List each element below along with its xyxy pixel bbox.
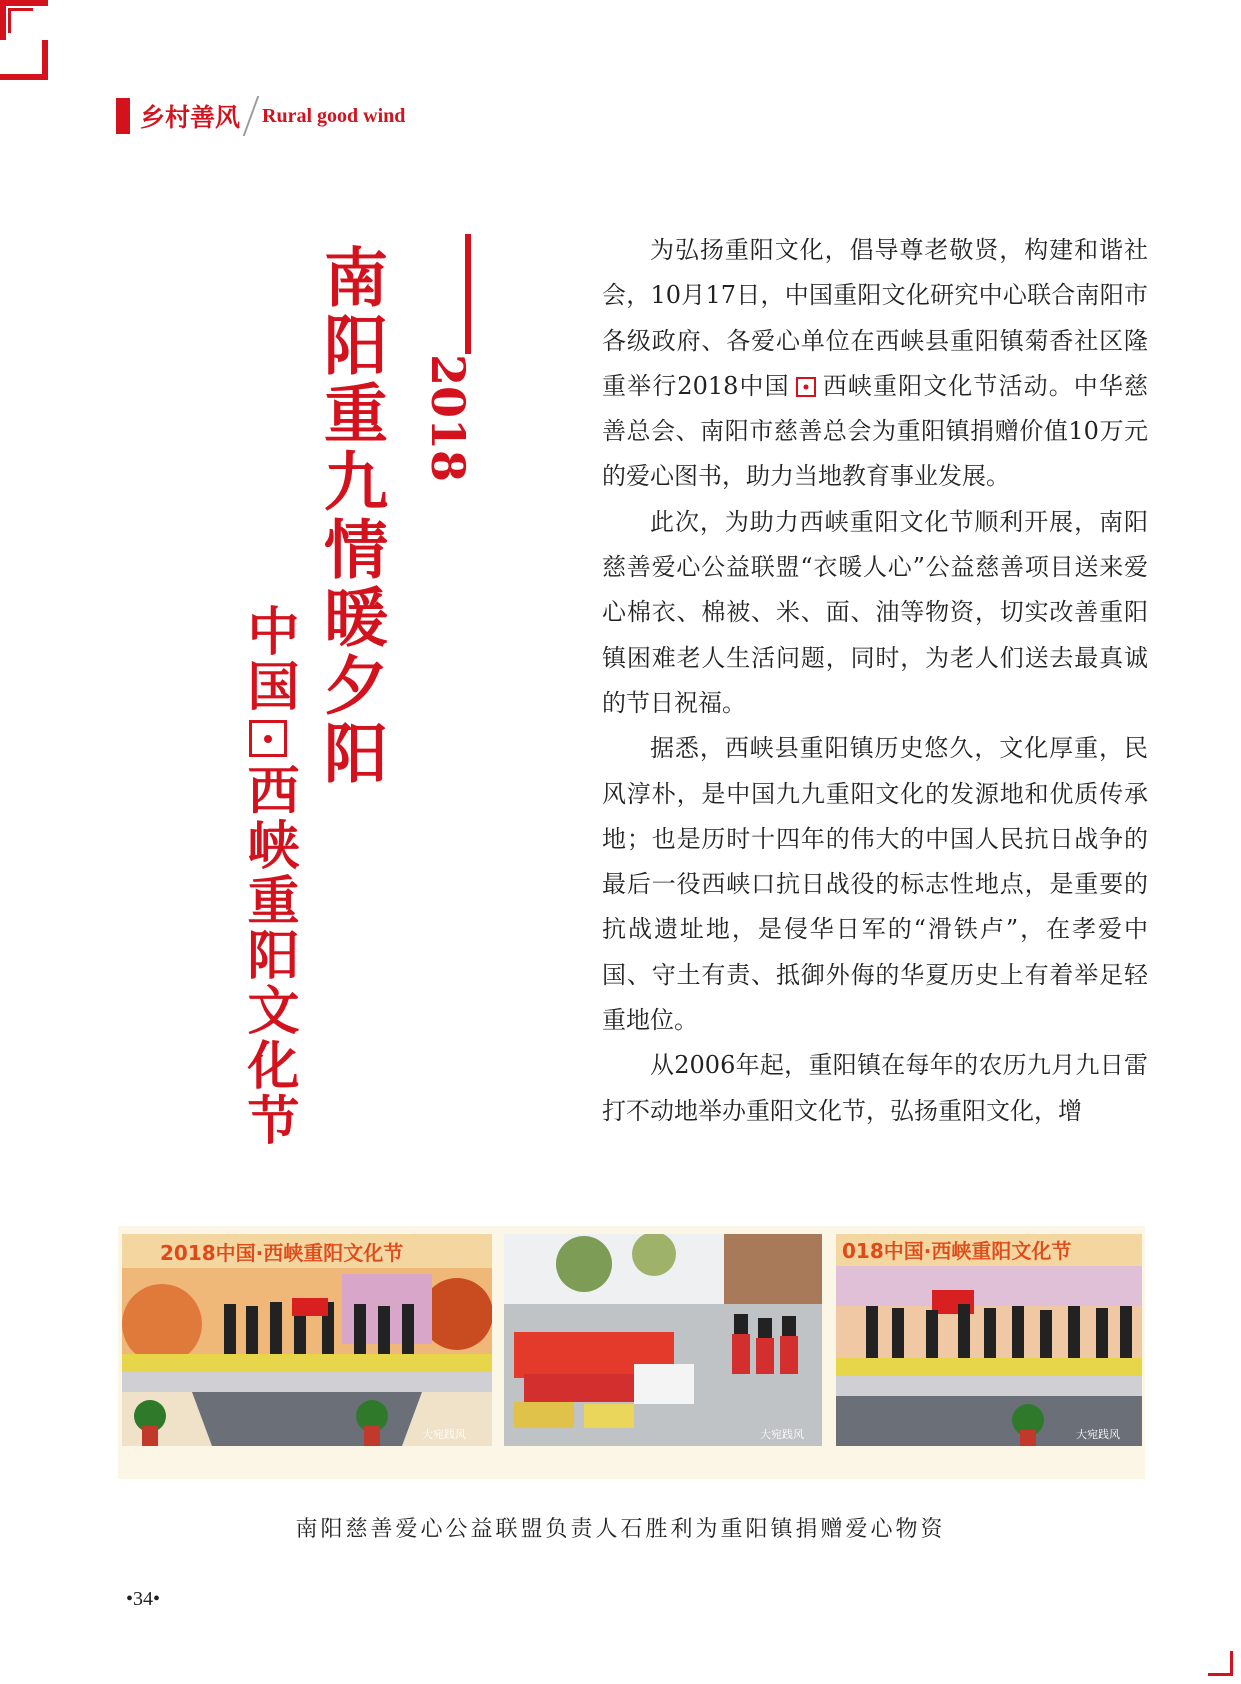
close-quote-mark <box>0 40 48 80</box>
section-marker <box>116 98 130 134</box>
section-title-cn: 乡村善风 <box>140 103 241 132</box>
paragraph-1 <box>602 228 1148 500</box>
photo-strip <box>118 1226 1145 1479</box>
page-number: •34• <box>126 1588 161 1610</box>
subtitle-year <box>421 234 475 483</box>
article-title: 南阳重九情暖夕阳 <box>313 244 388 788</box>
watermark-text: 大宛践风 <box>422 1428 466 1441</box>
subtitle-name-part2: 西峡重阳文化节 <box>238 763 299 1149</box>
subtitle-dash <box>465 234 471 354</box>
photo-stage-ceremony <box>122 1234 492 1446</box>
stage-banner-text: 018中国·西峡重阳文化节 <box>842 1239 1072 1263</box>
subtitle-year-text: 2018 <box>421 354 475 483</box>
watermark-text: 大宛践风 <box>760 1428 804 1441</box>
paragraph-3: 据悉，西峡县重阳镇历史悠久，文化厚重，民风淳朴，是中国九九重阳文化的发源地和优质传承地；也是历时十四年的伟大的中国人民抗日战争的最后一役西峡口抗日战役的标志性地点，是重要的抗战遗址地，是侵华日军的“滑铁卢”，在孝爱中国、守土有责、抵御外侮的华夏历史上有着举足轻重地位。 <box>602 734 1148 1035</box>
article-body <box>602 228 1148 1134</box>
open-quote-mark <box>0 0 48 40</box>
dot-box-icon <box>249 720 286 757</box>
dot-box-icon <box>796 377 816 397</box>
subtitle-name-part1: 中国 <box>238 604 299 714</box>
paragraph-4: 从2006年起，重阳镇在每年的农历九月九日雷打不动地举办重阳文化节，弘扬重阳文化，增 <box>602 1051 1148 1125</box>
section-divider <box>243 96 260 136</box>
paragraph-1-head: 为弘扬重阳文化，倡导尊老敬贤，构建和谐社会，10月17日，中国重阳文化研究中心联合南阳市各级政府、各爱心单位在西峡县重阳镇菊香社区隆重举行2018中国 <box>602 236 1148 400</box>
photo-donated-goods <box>504 1234 822 1446</box>
paragraph-2: 此次，为助力西峡重阳文化节顺利开展，南阳慈善爱心公益联盟“衣暖人心”公益慈善项目送来爱心棉衣、棉被、米、面、油等物资，切实改善重阳镇困难老人生活问题，同时，为老人们送去最真诚的节日祝福。 <box>602 507 1148 717</box>
section-header <box>116 96 405 136</box>
stage-banner-text: 2018中国·西峡重阳文化节 <box>160 1241 404 1265</box>
subtitle-festival-name <box>238 604 299 1149</box>
photo-handover-ceremony <box>836 1234 1142 1446</box>
section-title-en: Rural good wind <box>262 104 406 127</box>
watermark-text: 大宛践风 <box>1076 1428 1120 1441</box>
photo-caption: 南阳慈善爱心公益联盟负责人石胜利为重阳镇捐赠爱心物资 <box>295 1517 946 1542</box>
paragraph-1-tail: 西峡重阳文化节活动。中华慈善总会、南阳市慈善总会为重阳镇捐赠价值10万元的爱心图书，助力当地教育事业发展。 <box>602 371 1149 491</box>
